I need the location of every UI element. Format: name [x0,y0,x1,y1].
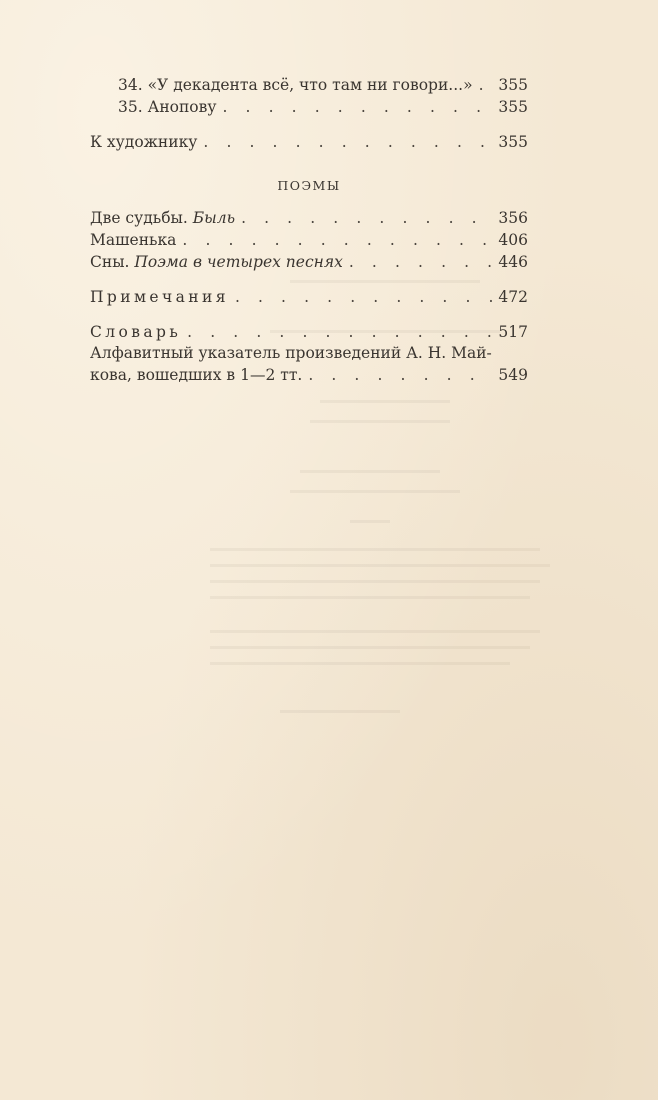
toc-entry-two-fates [90,207,528,229]
toc-entry-subtitle: Быль [192,209,236,227]
dot-leader [302,364,492,386]
dot-leader [473,74,493,96]
dot-leader [176,229,492,251]
toc-entry-notes [90,286,528,308]
toc-entry-label: К художнику [90,133,198,151]
toc-entry-label [90,251,343,273]
toc-entry-label: Машенька [90,231,177,249]
toc-entry-label [90,207,235,229]
toc-entry-artist [90,131,528,153]
dot-leader [197,131,492,153]
toc-entry-mashenka [90,229,528,251]
toc-entry-subtitle: Поэма в четырех песнях [134,253,343,271]
toc-entry-page: 356 [498,209,528,227]
toc-entry-page: 517 [498,323,528,341]
dot-leader [343,251,493,273]
dot-leader [235,207,492,229]
toc-entry-label: Словарь [90,323,182,341]
toc-entry-dictionary [90,321,528,343]
toc-entry-title: Две судьбы. [90,209,188,227]
toc-entry-page: 406 [498,231,528,249]
dot-leader [181,321,492,343]
toc-entry-index [90,364,528,386]
toc-entry-page: 472 [498,288,528,306]
toc-entry-label: Примечания [90,288,229,306]
toc-entry-page: 355 [498,98,528,116]
toc-entry-35 [90,96,528,118]
toc-entry-page: 446 [498,253,528,271]
toc-entry-title: Сны. [90,253,130,271]
toc-entry-label: 34. «У декадента всё, что там ни говори...» [118,76,473,94]
toc-entry-page: 355 [498,76,528,94]
toc-entry-dreams [90,251,528,273]
toc-entry-label: кова, вошедших в 1—2 тт. [90,366,303,384]
dot-leader [217,96,493,118]
toc-entry-34 [90,74,528,96]
toc-entry-index-line1: Алфавитный указатель произведений А. Н. Май- [90,344,492,362]
toc-entry-label: 35. Анопову [118,98,217,116]
dot-leader [229,286,492,308]
toc-entry-page: 355 [498,133,528,151]
section-title-poems: ПОЭМЫ [277,178,341,193]
toc-entry-page: 549 [498,366,528,384]
